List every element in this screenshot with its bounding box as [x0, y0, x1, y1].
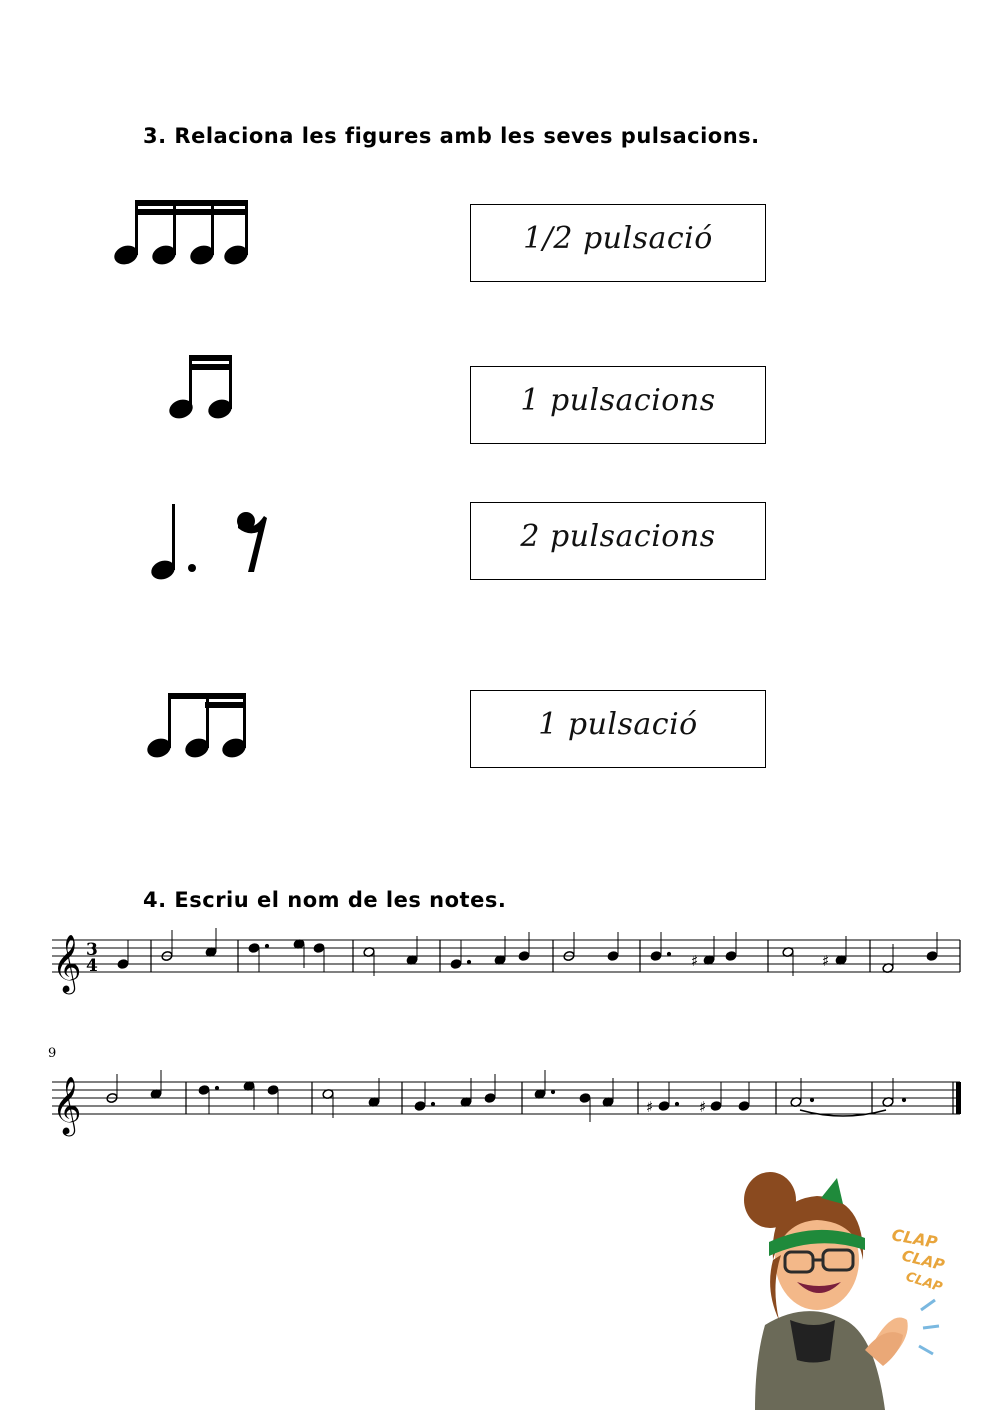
answer-box[interactable] — [470, 502, 766, 580]
answer-box[interactable] — [470, 204, 766, 282]
final-barline — [956, 1082, 961, 1114]
answer-box[interactable] — [470, 690, 766, 768]
clap-text: CLAP — [890, 1225, 939, 1252]
answer-label: 1 pulsació — [538, 706, 698, 742]
svg-text:♯: ♯ — [691, 952, 699, 970]
music-staff-system-2 — [48, 1070, 964, 1140]
treble-clef-icon: 𝄞 — [52, 1076, 82, 1134]
time-signature-bottom: 4 — [86, 956, 98, 976]
treble-clef-icon: 𝄞 — [52, 934, 82, 992]
clap-text: CLAP — [903, 1269, 944, 1296]
answer-label: 2 pulsacions — [520, 518, 716, 554]
dotted-quarter-eighth-rest-icon — [148, 500, 273, 585]
music-staff-system-1 — [48, 928, 964, 998]
answer-label: 1/2 pulsació — [523, 220, 713, 256]
answer-box[interactable] — [470, 366, 766, 444]
exercise-4-title: 4. Escriu el nom de les notes. — [143, 888, 507, 912]
svg-text:♯: ♯ — [822, 952, 830, 970]
teacher-avatar-clapping — [725, 1160, 965, 1410]
answer-label: 1 pulsacions — [520, 382, 716, 418]
two-sixteenth-notes-icon — [168, 352, 238, 422]
svg-text:♯: ♯ — [646, 1098, 654, 1116]
time-signature-top: 3 — [86, 940, 98, 960]
clap-text: CLAP — [900, 1246, 947, 1275]
eighth-two-sixteenths-icon — [145, 690, 250, 762]
exercise-3-title: 3. Relaciona les figures amb les seves pulsacions. — [143, 124, 760, 148]
measure-number: 9 — [48, 1046, 57, 1061]
svg-text:♯: ♯ — [699, 1098, 707, 1116]
four-sixteenth-notes-icon — [112, 196, 257, 268]
